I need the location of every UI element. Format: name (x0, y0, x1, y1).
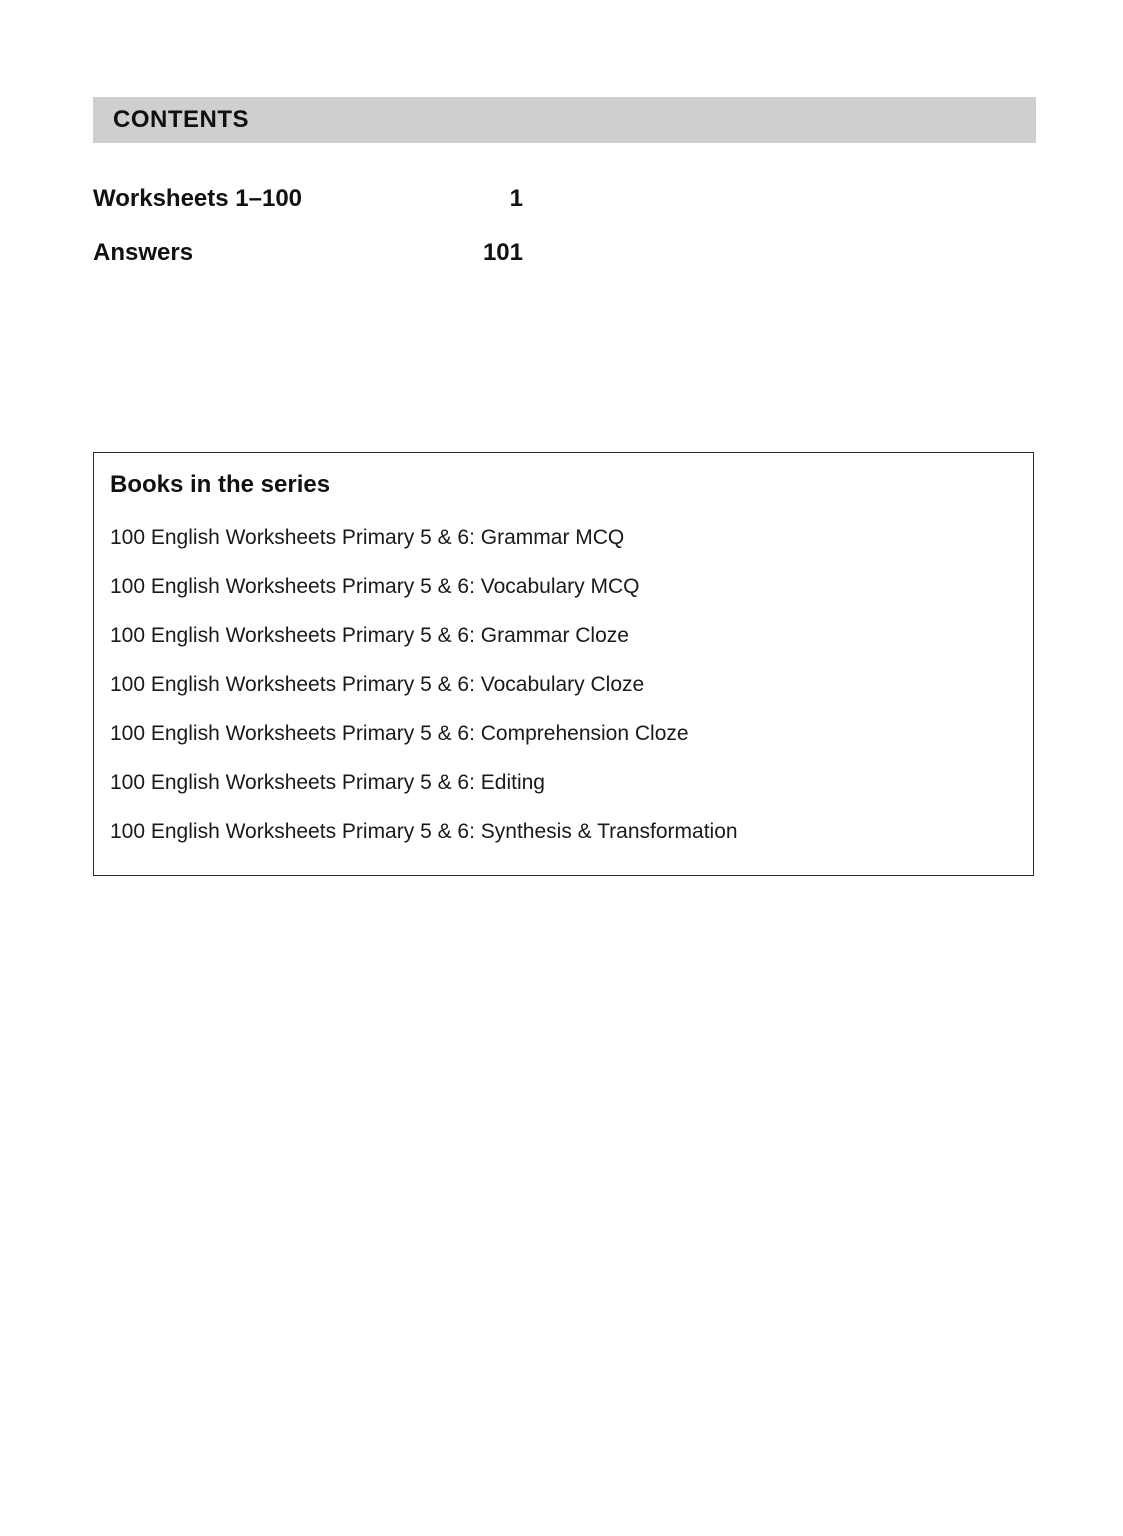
books-in-series-title: Books in the series (110, 471, 331, 498)
contents-title: CONTENTS (113, 106, 249, 133)
list-item: 100 English Worksheets Primary 5 & 6: Comprehension Cloze (110, 722, 689, 745)
list-item: 100 English Worksheets Primary 5 & 6: Synthesis & Transformation (110, 820, 738, 843)
list-item: 100 English Worksheets Primary 5 & 6: Grammar MCQ (110, 526, 625, 549)
books-in-series-list (94, 513, 1033, 856)
table-row (93, 185, 1036, 239)
toc-entry-label: Answers (93, 239, 194, 266)
toc-entry-page: 1 (509, 185, 523, 212)
contents-header-band (93, 97, 1036, 143)
list-item: 100 English Worksheets Primary 5 & 6: Editing (110, 771, 545, 794)
list-item: 100 English Worksheets Primary 5 & 6: Grammar Cloze (110, 624, 629, 647)
list-item: 100 English Worksheets Primary 5 & 6: Vocabulary Cloze (110, 673, 645, 696)
table-row (93, 239, 1036, 293)
books-in-series-box (93, 452, 1034, 876)
list-item: 100 English Worksheets Primary 5 & 6: Vocabulary MCQ (110, 575, 640, 598)
table-of-contents (93, 185, 1036, 293)
toc-entry-page: 101 (482, 239, 523, 266)
toc-entry-label: Worksheets 1–100 (93, 185, 303, 212)
